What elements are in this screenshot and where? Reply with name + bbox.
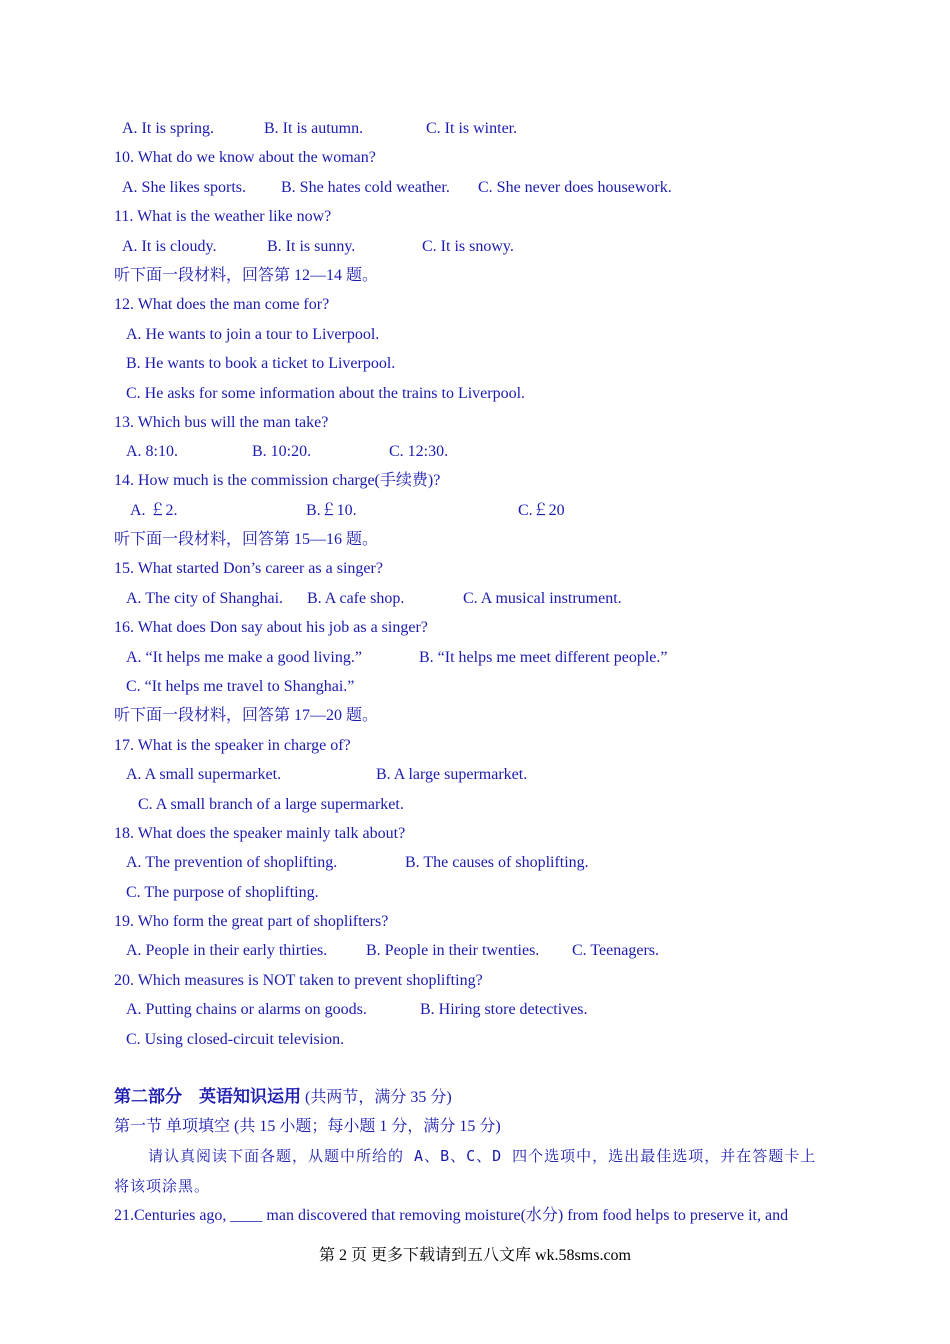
q13-option-b: B. 10:20. [252, 443, 312, 460]
q15-option-c: C. A musical instrument. [463, 590, 622, 607]
question-19: 19. Who form the great part of shoplifters? [114, 913, 389, 930]
question-20: 20. Which measures is NOT taken to prevent shoplifting? [114, 972, 483, 989]
question-10: 10. What do we know about the woman? [114, 149, 376, 166]
section-header-15-16: 听下面一段材料，回答第 15—16 题。 [114, 531, 379, 548]
q11-option-b: B. It is sunny. [267, 238, 356, 255]
q9-option-a: A. It is spring. [122, 120, 214, 137]
q19-option-a: A. People in their early thirties. [126, 942, 328, 959]
question-16: 16. What does Don say about his job as a singer? [114, 619, 428, 636]
q16-option-b: B. “It helps me meet different people.” [419, 649, 668, 666]
question-18: 18. What does the speaker mainly talk about? [114, 825, 406, 842]
q18-option-b: B. The causes of shoplifting. [405, 854, 589, 871]
question-17: 17. What is the speaker in charge of? [114, 737, 351, 754]
question-14: 14. How much is the commission charge(手续费)? [114, 472, 441, 489]
page-footer: 第 2 页 更多下载请到五八文库 wk.58sms.com [318, 1247, 631, 1264]
q18-option-c: C. The purpose of shoplifting. [126, 884, 319, 901]
q12-option-b: B. He wants to book a ticket to Liverpool. [126, 355, 396, 372]
instruction-line-1: 请认真阅读下面各题，从题中所给的 A、B、C、D 四个选项中，选出最佳选项，并在答题卡上 [148, 1147, 817, 1165]
q18-option-a: A. The prevention of shoplifting. [126, 854, 338, 871]
q19-option-b: B. People in their twenties. [366, 942, 540, 959]
q11-option-a: A. It is cloudy. [122, 238, 217, 255]
q11-option-c: C. It is snowy. [422, 238, 514, 255]
question-21: 21.Centuries ago, ____ man discovered that removing moisture(水分) from food helps to preserve it, and [114, 1207, 789, 1224]
q14-option-c: C.￡20 [518, 502, 565, 519]
q10-option-b: B. She hates cold weather. [281, 179, 450, 196]
part-two-heading [114, 1087, 452, 1108]
question-11: 11. What is the weather like now? [114, 208, 332, 225]
q14-option-a: A. ￡2. [130, 502, 178, 519]
q17-option-a: A. A small supermarket. [126, 766, 282, 783]
q20-option-a: A. Putting chains or alarms on goods. [126, 1001, 367, 1018]
q12-option-a: A. He wants to join a tour to Liverpool. [126, 326, 380, 343]
q17-option-b: B. A large supermarket. [376, 766, 528, 783]
q14-option-b: B.￡10. [306, 502, 357, 519]
q10-option-c: C. She never does housework. [478, 179, 672, 196]
q15-option-b: B. A cafe shop. [307, 590, 405, 607]
question-15: 15. What started Don’s career as a singer? [114, 560, 383, 577]
section-header-12-14: 听下面一段材料，回答第 12—14 题。 [114, 267, 379, 284]
q9-option-b: B. It is autumn. [264, 120, 364, 137]
q16-option-c: C. “It helps me travel to Shanghai.” [126, 678, 355, 695]
q17-option-c: C. A small branch of a large supermarket. [138, 796, 404, 813]
question-12: 12. What does the man come for? [114, 296, 330, 313]
q16-option-a: A. “It helps me make a good living.” [126, 649, 362, 666]
q20-option-c: C. Using closed-circuit television. [126, 1031, 345, 1048]
section-one-heading: 第一节 单项填空 (共 15 小题；每小题 1 分，满分 15 分) [114, 1118, 501, 1135]
q13-option-c: C. 12:30. [389, 443, 449, 460]
q13-option-a: A. 8:10. [126, 443, 178, 460]
section-header-17-20: 听下面一段材料，回答第 17—20 题。 [114, 707, 379, 724]
q19-option-c: C. Teenagers. [572, 942, 659, 959]
q20-option-b: B. Hiring store detectives. [420, 1001, 588, 1018]
part-two-title: 第二部分 英语知识运用 [114, 1087, 301, 1107]
q12-option-c: C. He asks for some information about the trains to Liverpool. [126, 385, 526, 402]
part-two-score-note: (共两节，满分 35 分) [301, 1089, 452, 1106]
q15-option-a: A. The city of Shanghai. [126, 590, 284, 607]
instruction-line-2: 将该项涂黑。 [114, 1177, 211, 1195]
q10-option-a: A. She likes sports. [122, 179, 246, 196]
q9-option-c: C. It is winter. [426, 120, 518, 137]
question-13: 13. Which bus will the man take? [114, 414, 329, 431]
